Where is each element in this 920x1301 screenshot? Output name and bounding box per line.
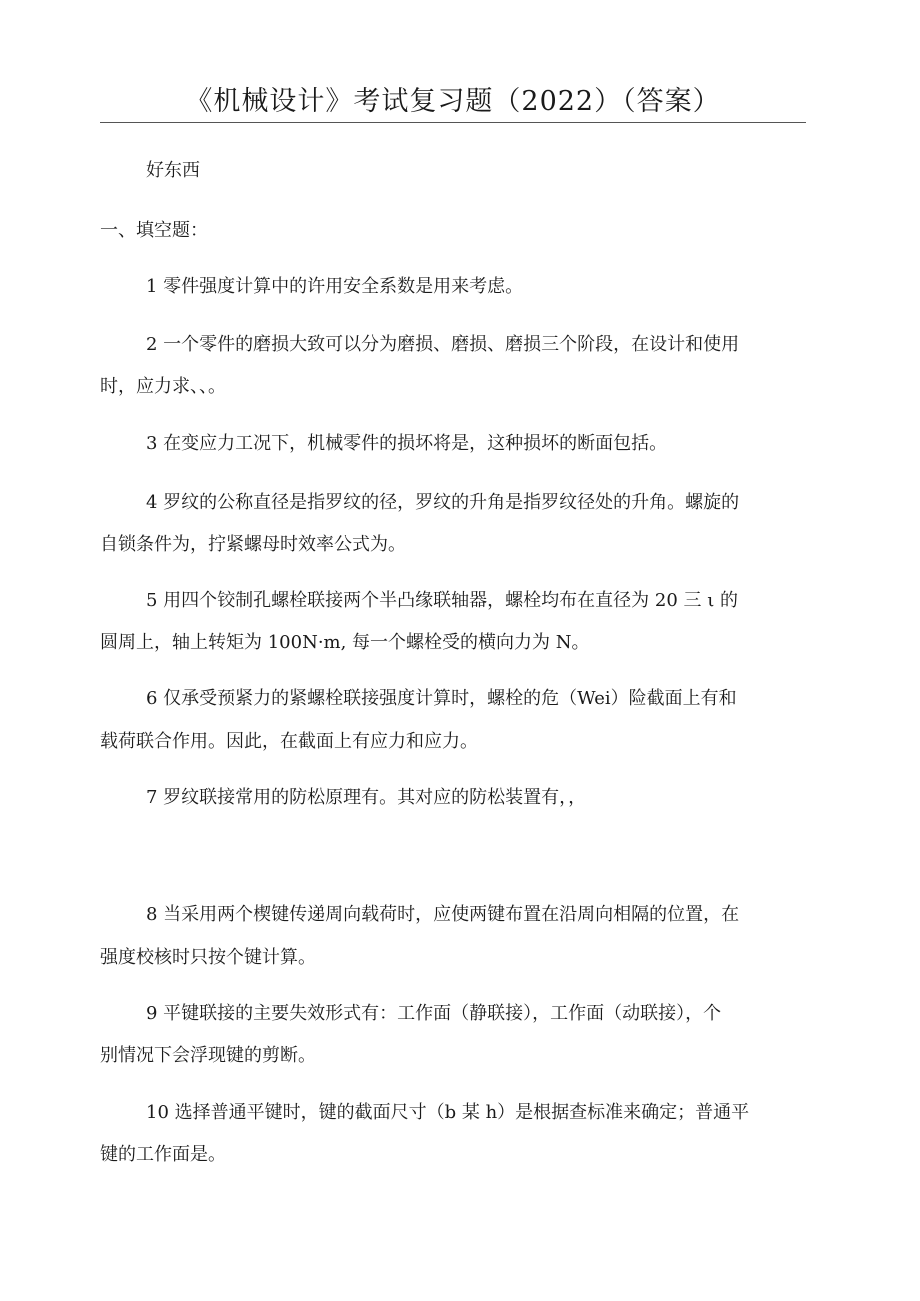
question-6-line-1: 6 仅承受预紧力的紧螺栓联接强度计算时，螺栓的危（Wei）险截面上有和 — [146, 688, 737, 709]
question-1-line-1: 1 零件强度计算中的许用安全系数是用来考虑。 — [146, 276, 524, 297]
question-3-line-1: 3 在变应力工况下，机械零件的损坏将是，这种损坏的断面包括。 — [146, 433, 668, 454]
question-9-line-2: 别情况下会浮现键的剪断。 — [100, 1045, 316, 1066]
question-2-line-2: 时，应力求、、。 — [100, 376, 226, 397]
question-10-line-2: 键的工作面是。 — [100, 1144, 226, 1165]
question-4-line-1: 4 罗纹的公称直径是指罗纹的径，罗纹的升角是指罗纹径处的升角。螺旋的 — [146, 492, 740, 513]
title-divider — [100, 122, 806, 123]
question-8-line-2: 强度校核时只按个键计算。 — [100, 947, 316, 968]
question-5-line-1: 5 用四个铰制孔螺栓联接两个半凸缘联轴器，螺栓均布在直径为 20 三 ι 的 — [146, 590, 739, 611]
document-title: 《机械设计》考试复习题（2022）（答案） — [185, 86, 721, 117]
question-4-line-2: 自锁条件为，拧紧螺母时效率公式为。 — [100, 534, 406, 555]
subtitle: 好东西 — [146, 160, 200, 181]
question-9-line-1: 9 平键联接的主要失效形式有：工作面（静联接），工作面（动联接），个 — [146, 1003, 722, 1024]
question-6-line-2: 载荷联合作用。因此，在截面上有应力和应力。 — [100, 731, 478, 752]
question-2-line-1: 2 一个零件的磨损大致可以分为磨损、磨损、磨损三个阶段，在设计和使用 — [146, 334, 740, 355]
question-5-line-2: 圆周上，轴上转矩为 100N·m, 每一个螺栓受的横向力为 N。 — [100, 632, 590, 653]
question-7-line-1: 7 罗纹联接常用的防松原理有。其对应的防松装置有，， — [146, 787, 587, 808]
question-8-line-1: 8 当采用两个楔键传递周向载荷时，应使两键布置在沿周向相隔的位置，在 — [146, 904, 740, 925]
question-10-line-1: 10 选择普通平键时，键的截面尺寸（b 某 h）是根据查标准来确定；普通平 — [146, 1102, 750, 1123]
section-heading: 一、填空题： — [100, 220, 208, 241]
